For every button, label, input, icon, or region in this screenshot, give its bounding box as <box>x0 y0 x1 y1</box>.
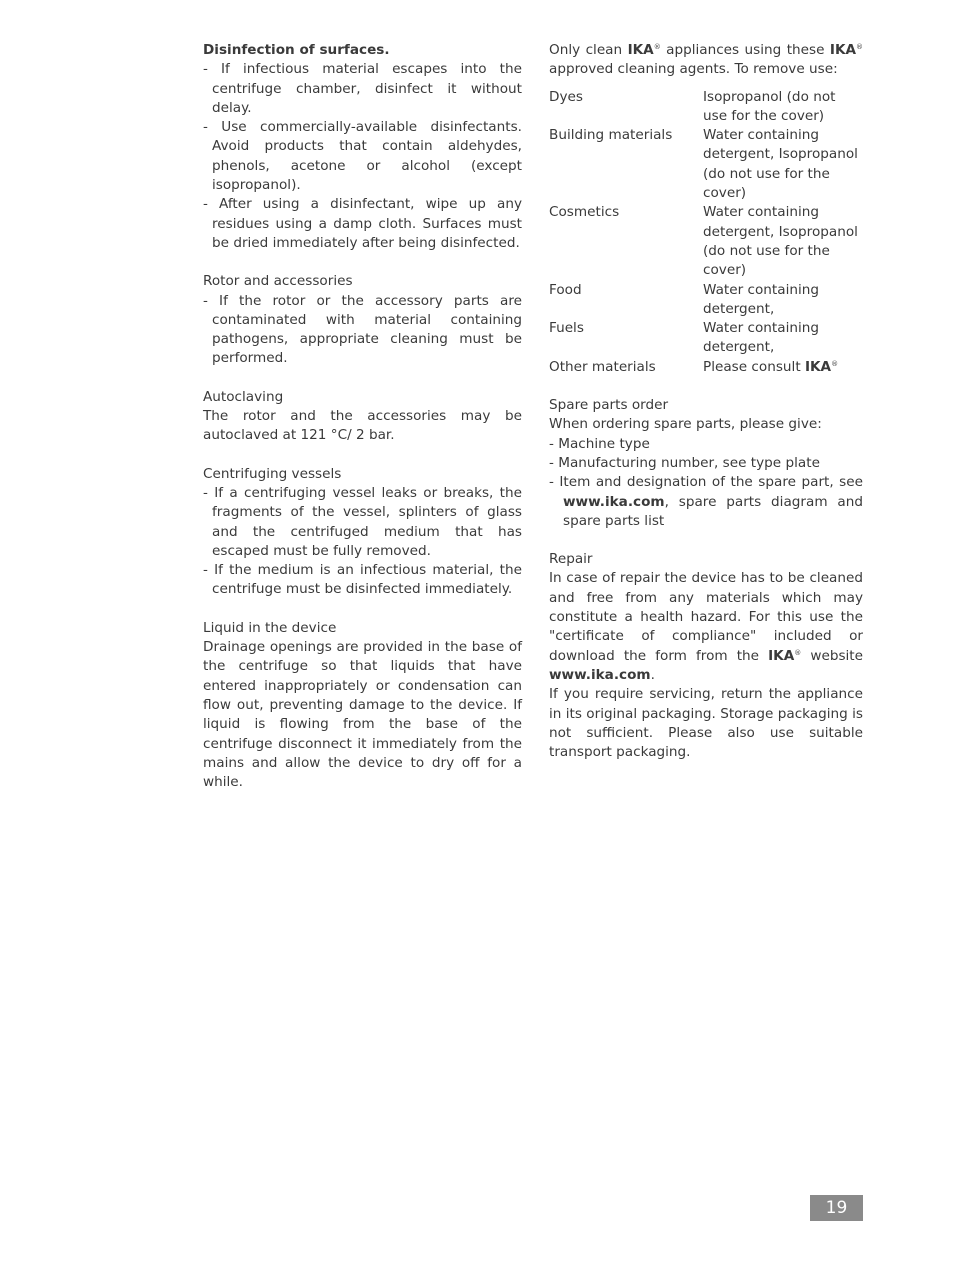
material-cell: Other materials <box>549 358 656 375</box>
section-spare-parts <box>549 396 863 531</box>
website-link[interactable]: www.ika.com <box>563 493 665 510</box>
website-link[interactable]: www.ika.com <box>549 666 651 683</box>
table-row <box>549 126 863 203</box>
list-item: - Item and designation of the spare part, see www.ika.com, spare parts diagram and spare parts list <box>549 474 863 529</box>
section-rotor <box>203 272 522 368</box>
material-cell: Cosmetics <box>549 204 620 221</box>
brand-name: IKA <box>804 358 832 375</box>
paragraph: When ordering spare parts, please give: <box>549 416 822 433</box>
section-heading: Spare parts order <box>549 397 669 414</box>
section-heading: Autoclaving <box>203 388 284 405</box>
agent-cell: Water containing detergent, <box>703 320 819 356</box>
registered-mark: ® <box>794 648 802 657</box>
list-item: - Use commercially-available disinfectants. Avoid products that contain aldehydes, phenols, acetone or alcohol (except isopropanol). <box>203 119 522 194</box>
section-disinfection <box>203 41 522 253</box>
section-vessels <box>203 465 522 600</box>
brand-name: IKA <box>768 647 795 664</box>
paragraph: Drainage openings are provided in the base of the centrifuge so that liquids that have entered inappropriately or condensation can flow out, preventing damage to the device. If liquid is flowing from the base of the centrifuge disconnect it immediately from the mains and allow the device to dry off for a while. <box>203 639 522 791</box>
table-row <box>549 358 863 377</box>
agent-cell: Water containing detergent, <box>703 281 819 317</box>
registered-mark: ® <box>831 359 839 368</box>
section-heading: Rotor and accessories <box>203 273 353 290</box>
list-item: - Manufacturing number, see type plate <box>549 454 820 471</box>
paragraph: If you require servicing, return the appliance in its original packaging. Storage packaging is not sufficient. Please also use suitable transport packaging. <box>549 686 863 761</box>
agent-cell: Please consult IKA® <box>703 358 839 375</box>
list-item: - If the medium is an infectious material, the centrifuge must be disinfected immediately. <box>203 562 522 598</box>
agent-cell: Water containing detergent, Isopropanol (do not use for the cover) <box>703 127 858 202</box>
cleaning-intro: Only clean IKA® appliances using these IKA® approved cleaning agents. To remove use: <box>549 42 864 78</box>
brand-name: IKA <box>829 42 857 58</box>
paragraph: In case of repair the device has to be cleaned and free from any materials which may constitute a health hazard. For this use the "certificate of compliance" included or download the form from the IKA® website www.ika.com. <box>549 570 863 683</box>
material-cell: Building materials <box>549 127 673 144</box>
list-item: - After using a disinfectant, wipe up any residues using a damp cloth. Surfaces must be dried immediately after being disinfected. <box>203 196 522 251</box>
agent-cell: Isopropanol (do not use for the cover) <box>703 88 836 124</box>
section-heading: Repair <box>549 551 593 568</box>
right-column <box>549 41 863 781</box>
paragraph: The rotor and the accessories may be autoclaved at 121 °C/ 2 bar. <box>203 408 522 444</box>
table-row <box>549 203 863 280</box>
section-heading: Liquid in the device <box>203 619 337 636</box>
page-number: 19 <box>810 1195 863 1221</box>
table-row <box>549 319 863 358</box>
brand-name: IKA <box>627 42 654 58</box>
list-item: - If infectious material escapes into the centrifuge chamber, disinfect it without delay. <box>203 61 522 116</box>
list-item: - If the rotor or the accessory parts are contaminated with material containing pathogens, appropriate cleaning must be performed. <box>203 292 522 367</box>
section-autoclaving <box>203 388 522 446</box>
list-item: - If a centrifuging vessel leaks or breaks, the fragments of the vessel, splinters of glass and the centrifuged medium that has escaped must be fully removed. <box>203 484 522 559</box>
list-item: - Machine type <box>549 435 650 452</box>
section-liquid <box>203 619 522 793</box>
section-repair <box>549 550 863 762</box>
agent-cell: Water containing detergent, Isopropanol (do not use for the cover) <box>703 204 858 279</box>
table-row <box>549 281 863 320</box>
section-heading: Centrifuging vessels <box>203 465 342 482</box>
registered-mark: ® <box>856 43 864 51</box>
table-row <box>549 88 863 127</box>
registered-mark: ® <box>653 43 661 51</box>
material-cell: Dyes <box>549 88 583 105</box>
material-cell: Food <box>549 281 582 298</box>
left-column <box>203 41 522 811</box>
section-heading: Disinfection of surfaces. <box>203 42 390 58</box>
material-cell: Fuels <box>549 320 584 337</box>
cleaning-agents-table <box>549 88 863 377</box>
